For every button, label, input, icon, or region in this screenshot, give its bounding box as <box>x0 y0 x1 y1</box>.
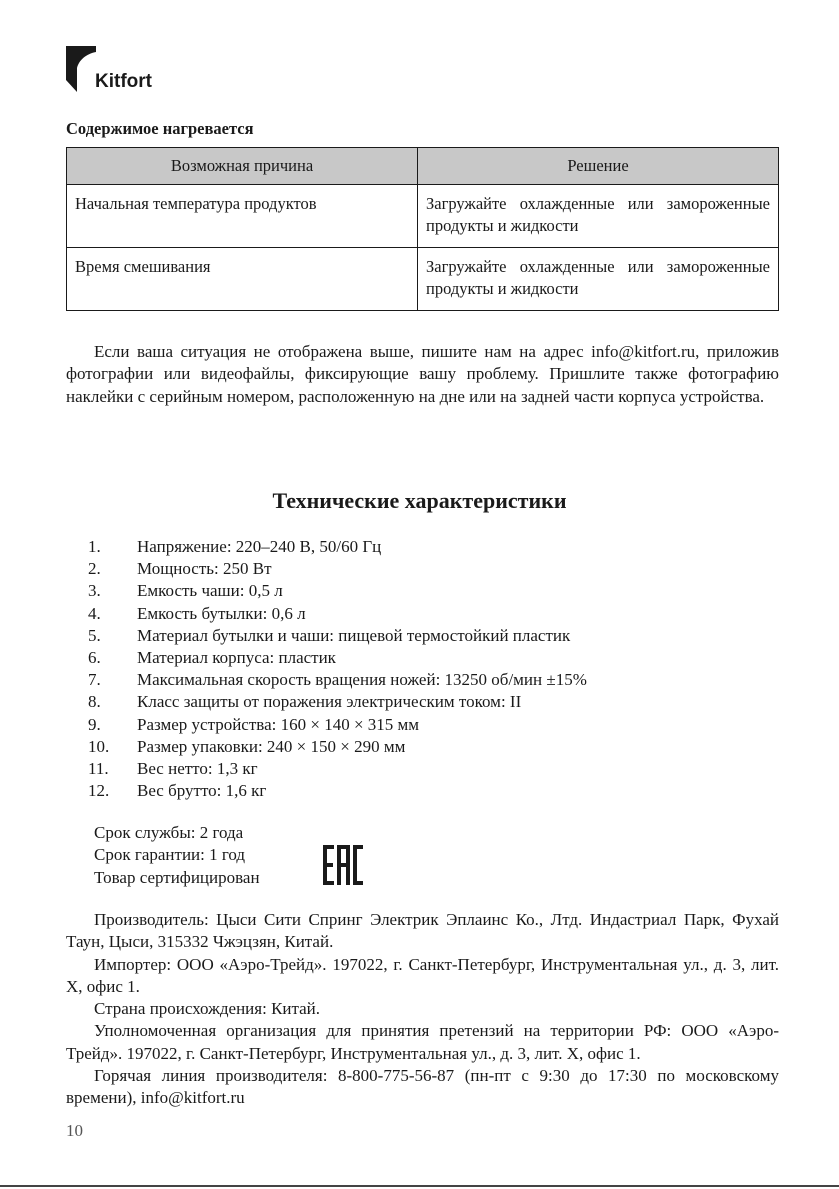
kitfort-logo-icon <box>66 46 96 92</box>
service-info <box>94 822 260 889</box>
list-item-number: 9. <box>88 714 101 734</box>
list-item <box>88 580 587 602</box>
list-item-text: Класс защиты от поражения электрическим током: II <box>137 692 522 712</box>
list-item-number: 11. <box>88 759 109 779</box>
list-item <box>88 536 587 558</box>
contact-paragraph: Если ваша ситуация не отображена выше, пишите нам на адрес info@kitfort.ru, приложив фотографии или видеофайлы, фиксирующие вашу проблему. Пришлите также фотографию наклейки с серийным номером, расположенную на дне или на задней части корпуса устройства. <box>66 342 779 406</box>
list-item-text: Емкость чаши: 0,5 л <box>137 581 283 601</box>
list-item-text: Емкость бутылки: 0,6 л <box>137 603 306 623</box>
authorized-organization: Уполномоченная организация для принятия претензий на территории РФ: ООО «Аэро-Трейд». 197022, г. Санкт-Петербург, Инструментальная ул., д. 3, лит. Х, офис 1. <box>66 1021 779 1063</box>
company-info <box>66 909 779 1110</box>
bottom-divider <box>0 1185 839 1187</box>
list-item-text: Размер устройства: 160 × 140 × 315 мм <box>137 714 420 734</box>
list-item-number: 5. <box>88 625 101 645</box>
manufacturer-info: Производитель: Цыси Сити Спринг Электрик Эплаинс Ко., Лтд. Индастриал Парк, Фухай Таун, Цыси, 315332 Чжэцзян, Китай. <box>66 910 779 952</box>
list-item-number: 10. <box>88 736 110 756</box>
service-life: Срок службы: 2 года <box>94 823 244 842</box>
list-item-text: Максимальная скорость вращения ножей: 13250 об/мин ±15% <box>137 670 587 690</box>
section-heading: Содержимое нагревается <box>66 119 254 138</box>
list-item-number: 2. <box>88 559 101 579</box>
hotline-info: Горячая линия производителя: 8-800-775-56-87 (пн-пт с 9:30 до 17:30 по московскому времени), info@kitfort.ru <box>66 1066 779 1108</box>
list-item-number: 3. <box>88 581 101 601</box>
table-row <box>67 185 779 248</box>
list-item <box>88 603 587 625</box>
specs-title: Технические характеристики <box>272 488 567 513</box>
certification-note: Товар сертифицирован <box>94 867 260 887</box>
list-item-text: Вес брутто: 1,6 кг <box>137 781 267 801</box>
table-cell-solution: Загружайте охлажденные или замороженные продукты и жидкости <box>418 248 779 311</box>
table-header-solution: Решение <box>418 148 779 185</box>
table-cell-cause: Время смешивания <box>67 248 418 311</box>
list-item-number: 6. <box>88 648 101 668</box>
list-item-number: 1. <box>88 537 101 556</box>
list-item-text: Вес нетто: 1,3 кг <box>137 759 258 779</box>
list-item <box>88 758 587 780</box>
list-item <box>88 780 587 802</box>
list-item-text: Напряжение: 220–240 В, 50/60 Гц <box>137 537 382 556</box>
list-item <box>88 714 587 736</box>
list-item <box>88 558 587 580</box>
list-item-text: Размер упаковки: 240 × 150 × 290 мм <box>137 736 406 756</box>
list-item-text: Мощность: 250 Вт <box>137 559 272 579</box>
specs-list <box>88 536 587 802</box>
list-item-number: 12. <box>88 781 110 801</box>
list-item-number: 8. <box>88 692 101 712</box>
list-item <box>88 736 587 758</box>
troubleshooting-table <box>66 147 779 311</box>
list-item <box>88 691 587 713</box>
kitfort-logo <box>66 46 186 92</box>
list-item-number: 7. <box>88 670 101 690</box>
page-number: 10 <box>66 1121 83 1140</box>
eac-mark-icon <box>323 845 363 885</box>
list-item-text: Материал корпуса: пластик <box>137 648 336 668</box>
warranty-period: Срок гарантии: 1 год <box>94 845 246 865</box>
list-item <box>88 625 587 647</box>
table-cell-cause: Начальная температура продуктов <box>67 185 418 248</box>
list-item-text: Материал бутылки и чаши: пищевой термостойкий пластик <box>137 625 571 645</box>
table-header-cause: Возможная причина <box>67 148 418 185</box>
importer-info: Импортер: ООО «Аэро-Трейд». 197022, г. Санкт-Петербург, Инструментальная ул., д. 3, лит. Х, офис 1. <box>66 954 779 996</box>
list-item-number: 4. <box>88 603 101 623</box>
table-row <box>67 248 779 311</box>
list-item <box>88 669 587 691</box>
brand-name: Kitfort <box>95 71 152 92</box>
country-of-origin: Страна происхождения: Китай. <box>94 999 321 1019</box>
table-header-row <box>67 148 779 185</box>
table-cell-solution: Загружайте охлажденные или замороженные продукты и жидкости <box>418 185 779 248</box>
list-item <box>88 647 587 669</box>
